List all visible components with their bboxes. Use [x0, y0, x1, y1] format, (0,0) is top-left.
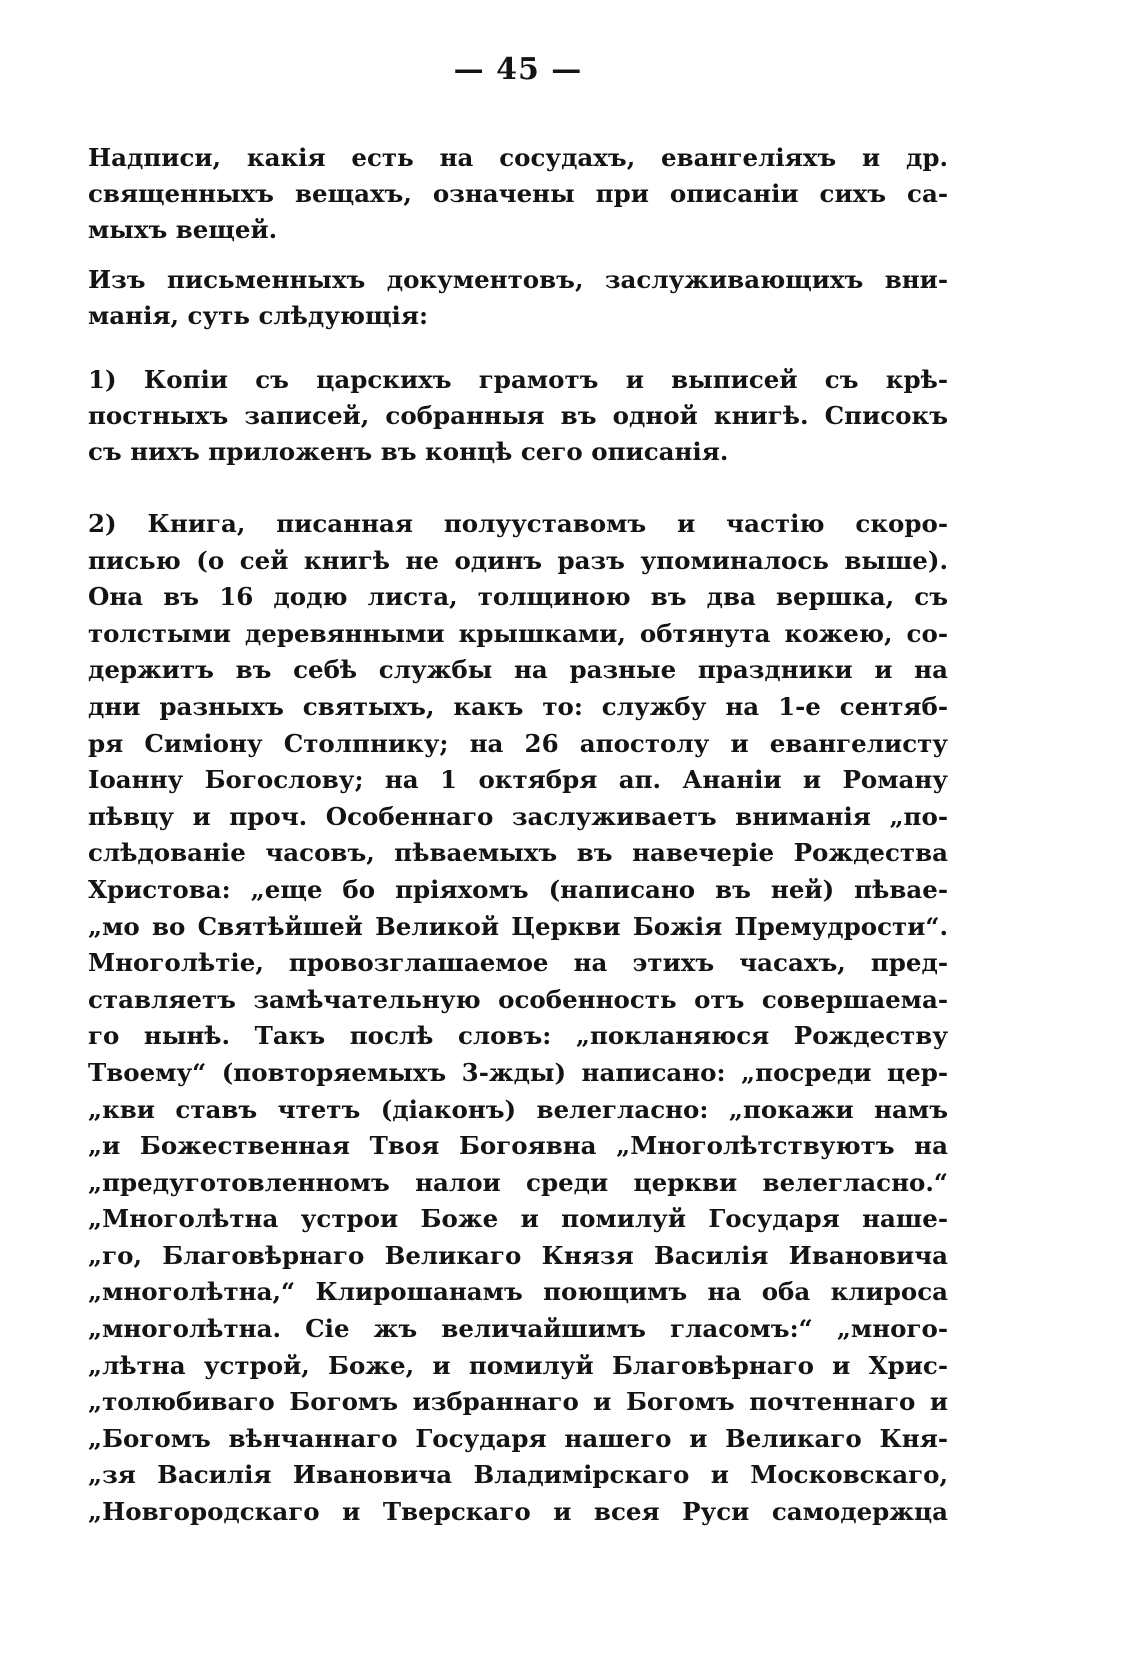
text-line: Многолѣтіе, провозглашаемое на этихъ часахъ, пред-: [88, 948, 948, 978]
text-line: Изъ письменныхъ документовъ, заслуживающихъ вни-: [88, 265, 948, 294]
text-line: постныхъ записей, собранныя въ одной книгѣ. Списокъ: [88, 401, 948, 430]
text-line: „мо во Святѣйшей Великой Церкви Божія Премудрости“.: [88, 911, 948, 941]
text-line: мыхъ вещей.: [88, 215, 278, 244]
text-line: „и Божественная Твоя Богоявна „Многолѣтствуютъ на: [88, 1131, 948, 1161]
text-line: ставляетъ замѣчательную особенность отъ совершаема-: [88, 984, 948, 1014]
book-page: [88, 50, 948, 1630]
text-line: „толюбиваго Богомъ избраннаго и Богомъ почтеннаго и: [88, 1387, 948, 1417]
paragraph-inscriptions: [88, 140, 948, 248]
text-line: Она въ 16 додю листа, толщиною въ два вершка, съ: [88, 582, 948, 612]
text-line: „Богомъ вѣнчаннаго Государя нашего и Великаго Кня-: [88, 1423, 948, 1453]
text-line: „Новгородскаго и Тверскаго и всея Руси самодержца: [88, 1497, 948, 1527]
text-line: Твоему“ (повторяемыхъ 3-жды) написано: „посреди цер-: [88, 1057, 948, 1087]
paragraph-item-2: [88, 506, 948, 1567]
text-line: „многолѣтна. Сіе жъ величайшимъ гласомъ:“ „много-: [88, 1314, 948, 1344]
text-line: 1) Копіи съ царскихъ грамотъ и выписей съ крѣ-: [88, 365, 948, 394]
text-line: съ нихъ приложенъ въ концѣ сего описанія.: [88, 437, 729, 466]
text-line: „многолѣтна,“ Клирошанамъ поющимъ на оба клироса: [88, 1277, 948, 1307]
text-line: „предуготовленномъ налои среди церкви велегласно.“: [88, 1167, 948, 1197]
text-line: Надписи, какія есть на сосудахъ, евангеліяхъ и др.: [88, 143, 948, 172]
text-line: „кви ставъ чтетъ (діаконъ) велегласно: „покажи намъ: [88, 1094, 948, 1124]
text-line: дни разныхъ святыхъ, какъ то: службу на 1-е сентяб-: [88, 691, 948, 721]
text-line: Іоанну Богослову; на 1 октября ап. Ананіи и Роману: [88, 765, 948, 795]
text-line: „лѣтна устрой, Боже, и помилуй Благовѣрнаго и Хрис-: [88, 1350, 948, 1380]
text-line: ря Симіону Столпнику; на 26 апостолу и евангелисту: [88, 728, 948, 758]
text-line: манія, суть слѣдующія:: [88, 301, 429, 330]
text-line: го нынѣ. Такъ послѣ словъ: „покланяюся Рождеству: [88, 1021, 948, 1051]
paragraph-item-1: [88, 362, 948, 470]
text-line: „го, Благовѣрнаго Великаго Князя Василія Ивановича: [88, 1240, 948, 1270]
text-line: пѣвцу и проч. Особеннаго заслуживаетъ вниманія „по-: [88, 801, 948, 831]
page-number: — 45 —: [453, 52, 583, 87]
text-line: 2) Книга, писанная полууставомъ и частію скоро-: [88, 509, 948, 538]
text-line: слѣдованіе часовъ, пѣваемыхъ въ навечеріе Рождества: [88, 838, 948, 868]
text-line: толстыми деревянными крышками, обтянута кожею, со-: [88, 618, 948, 648]
text-line: „Многолѣтна устрои Боже и помилуй Государя наше-: [88, 1204, 948, 1234]
paragraph-documents-intro: [88, 262, 948, 334]
text-line: держитъ въ себѣ службы на разные праздники и на: [88, 655, 948, 685]
text-line: [88, 1531, 948, 1568]
text-line: священныхъ вещахъ, означены при описаніи сихъ са-: [88, 179, 948, 208]
text-line: „зя Василія Ивановича Владимірскаго и Московскаго,: [88, 1460, 948, 1490]
text-line: Христова: „еще бо пріяхомъ (написано въ ней) пѣвае-: [88, 874, 948, 904]
text-line: писью (о сей книгѣ не одинъ разъ упоминалось выше).: [88, 545, 948, 575]
